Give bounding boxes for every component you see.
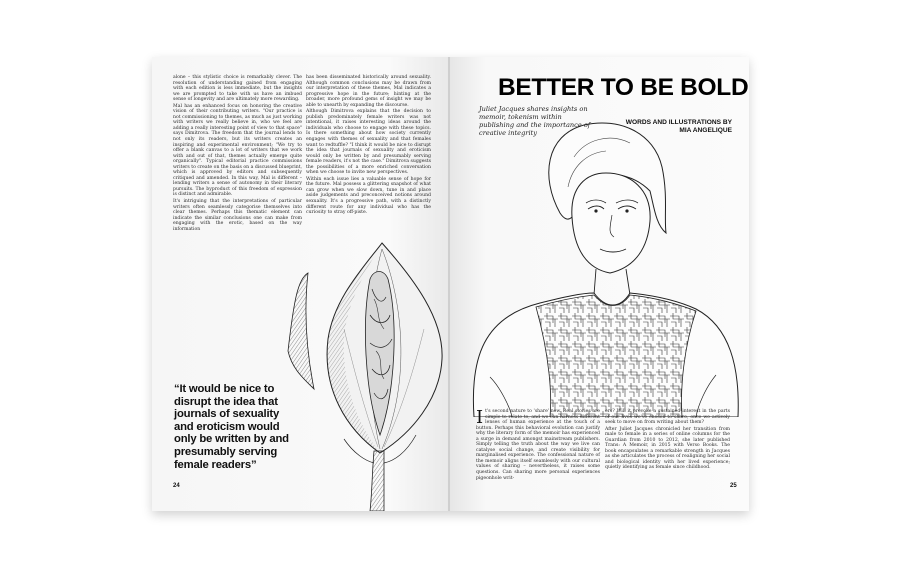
paragraph: Within each issue lies a valuable sense of hope for the future. Mal possess a glittering snapshot of what can grow when we slow down, tune in and place aside judgements and preconceived notions around sexuality. It's a progressive path, with a distinctly different route for any individual who has the curiosity to stray off-piste.: [306, 176, 431, 216]
paragraph: has been disseminated historically around sexuality. Although common conclusions may be drawn from our interpretation of these themes, Mal indicates a progressive hope in the future; hinting at the broader, more profound gems of insight we may be able to unearth by expanding the discourse.: [306, 75, 431, 108]
drop-cap: I: [476, 407, 484, 428]
right-column-2: [605, 409, 730, 472]
left-column-1: [173, 75, 302, 233]
left-column-2: [306, 75, 431, 217]
paragraph: After Juliet Jacques chronicled her transition from male to female in a series of online columns for the Guardian from 2010 to 2012, she later published Trans: A Memoir, in 2015 with Verso Books. The book encapsulates a remarkable strength in Jacques as she articulates the process of realigning her social and biological identity with her lived experience; quietly identifying as female since childhood.: [605, 426, 730, 471]
magazine-spread: [152, 57, 749, 511]
article-title: BETTER TO BE BOLD: [498, 74, 749, 101]
paragraph: alone – this stylistic choice is remarkably clever. The resolution of understanding gained from engaging with each edition is less immediate, but the insights we are prompted to take with us have an imbued sense of longevity and are ultimately more rewarding.: [173, 75, 302, 103]
page-number: 25: [730, 483, 737, 489]
paragraph: Although Dimitrova explains that the decision to publish predominately female writers was not intentional, it raises interesting ideas around the individuals who choose to engage with these topics. Is there something about how society currently engages with themes of sexuality and that females want to redtuffle? "I think it would be nice to disrupt the idea that journals of sexuality and eroticism would only be written by and presumably serving female readers, it's not the case." Dimitrova suggests the possibilities of a more enriched conversation when we choose to invite new perspectives.: [306, 109, 431, 176]
right-page: [450, 57, 749, 511]
page-number: 24: [173, 483, 180, 489]
right-column-1: [476, 409, 600, 481]
left-page: [152, 57, 448, 511]
pull-quote: “It would be nice to disrupt the idea that journals of sexuality and eroticism would only be written by and presumably serving female readers”: [174, 383, 289, 471]
byline: WORDS AND ILLUSTRATIONS BY MIA ANGELIQUE: [625, 119, 732, 134]
portrait-illustration: [460, 117, 740, 417]
paragraph: It's intriguing that the interpretations of particular writers often seamlessly categorise themselves into clear themes. Perhaps this thematic element can indicate the similar conclusions one can make from engaging with the erotic, based on the way information: [173, 199, 302, 232]
paragraph: ers? Will it provoke a sustained interest in the parts of our lives we've chosen to share, once we actively seek to move on from writing about them?: [605, 409, 730, 426]
paragraph: Mal has an enhanced focus on honoring the creative vision of their contributing writers. "Our practice is not commissioning to themes, as much as just working with writers we really believe in, who we feel are adding a really interesting point of view to that space" says Dimitrova. The freedom that the journal lends to not only its readers, but its writers creates an inspiring and experimental environment; "We try to offer a blank canvas to a lot of writers that we work with and out of that, themes actually emerge quite organically". Typical editorial practice commissions writers to create on the basis on a discussed blueprint, which is approved by editors and subsequently critiqued and amended. In this way, Mal is different – lending writers a sense of autonomy in their literary pursuits. The byproduct of this freedom of expression is distinct and admirable.: [173, 103, 302, 198]
flower-illustration: [284, 239, 448, 511]
paragraph: t's second nature to 'share' now. Real stories are simple to relate to, and we can harness different lenses of human experience at the touch of a button. Perhaps this behavioral evolution can justify why the literary form of the memoir has experienced a surge in demand amongst mainstream publishers. Simply telling the truth about the way we live can catalyse social change, and create visibility for marginalised experience. The confessional nature of the memoir aligns itself seamlessly with our cultural values of sharing – nevertheless, it raises some questions. Can sharing more personal experiences pigeonhole writ-: [476, 409, 600, 481]
standfirst: Juliet Jacques shares insights on memoir, tokenism within publishing and the importance of creative integrity: [479, 105, 591, 137]
